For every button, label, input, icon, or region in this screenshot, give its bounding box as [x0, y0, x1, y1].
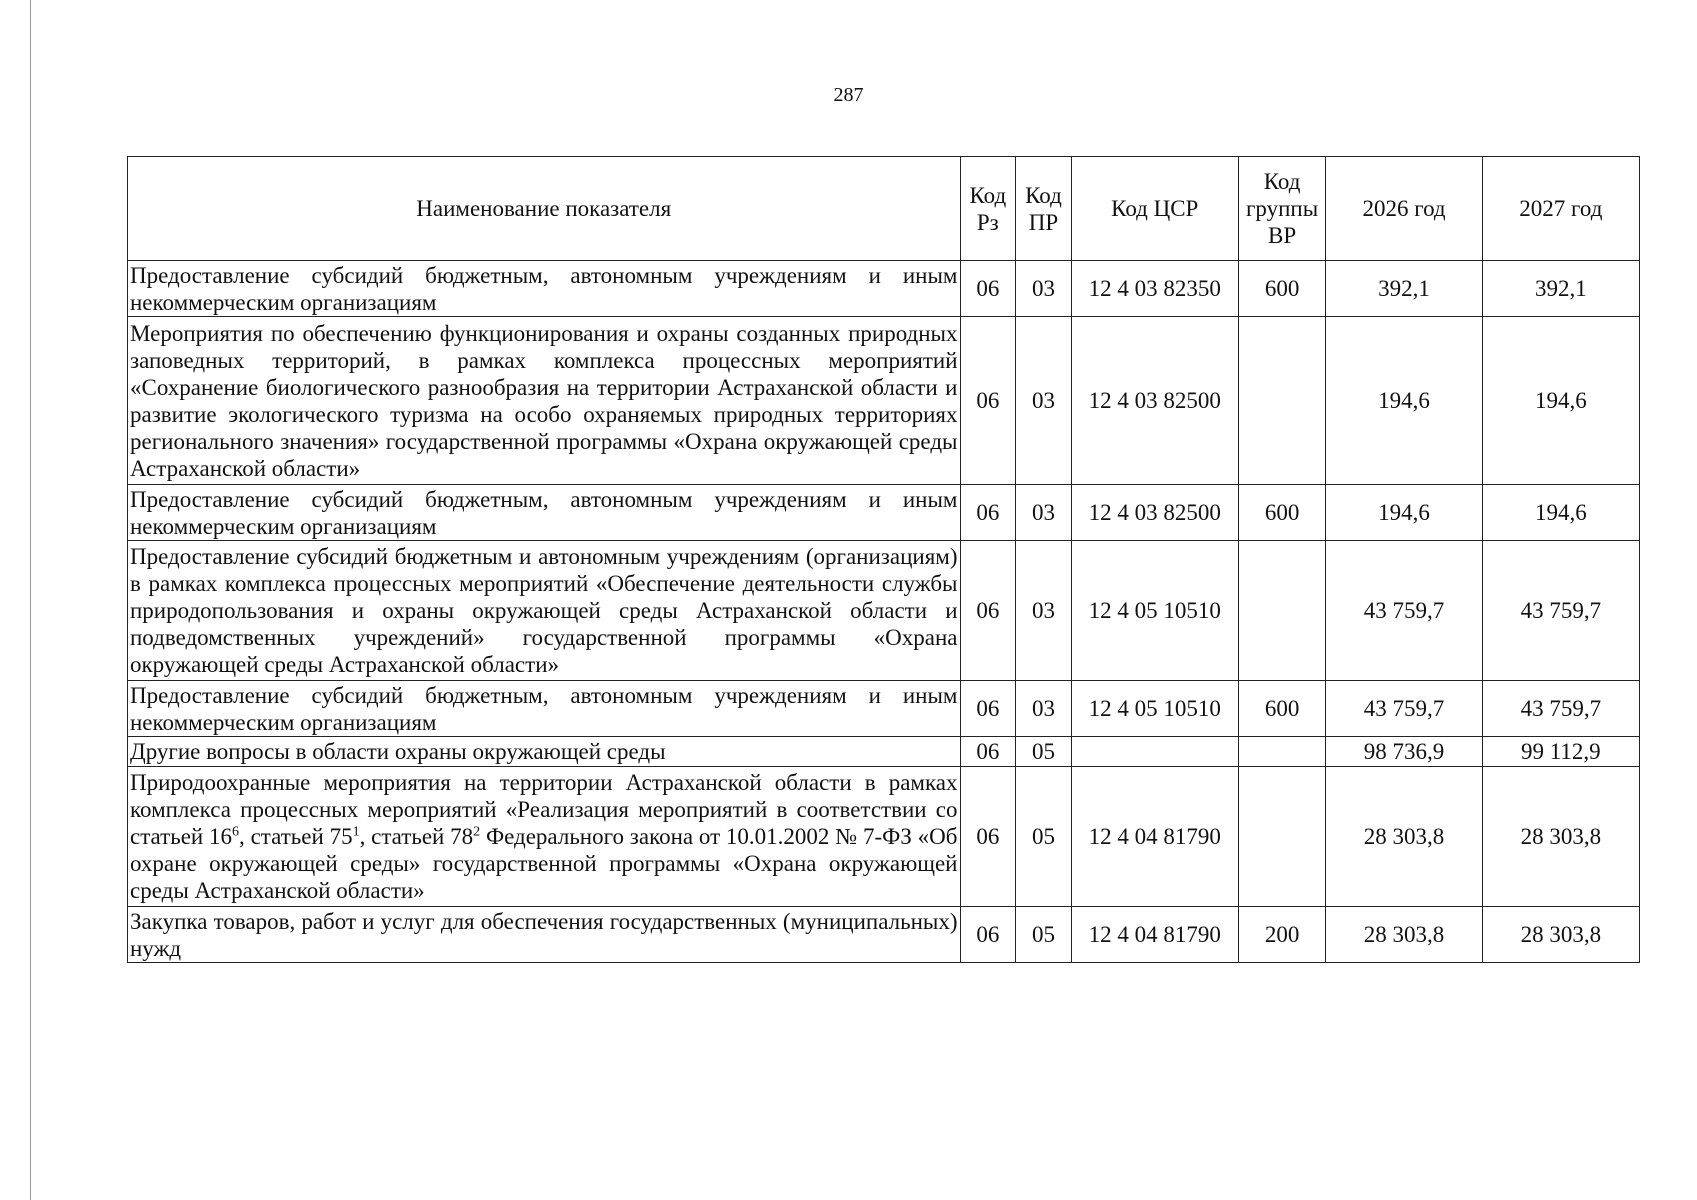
- header-name: Наименование показателя: [128, 157, 961, 261]
- row-rz: 06: [960, 737, 1016, 767]
- row-name-part: Федерального закона от 10.01.2002 № 7-ФЗ «Об охране окружающей среды» государственной программы «Охрана окружающей среды Астраханской области»: [130, 824, 958, 903]
- row-vr: 600: [1238, 261, 1326, 317]
- row-2027: 392,1: [1482, 261, 1639, 317]
- row-pr: 05: [1016, 767, 1072, 907]
- row-2026: 98 736,9: [1326, 737, 1482, 767]
- row-name: Мероприятия по обеспечению функционирования и охраны созданных природных заповедных территорий, в рамках комплекса процессных мероприятий «Сохранение биологического разнообразия на территории Астраханской области и развитие экологического туризма на особо охраняемых природных территориях регионального значения» государственной программы «Охрана окружающей среды Астраханской области»: [128, 317, 961, 485]
- header-2026: 2026 год: [1326, 157, 1482, 261]
- header-2027: 2027 год: [1482, 157, 1639, 261]
- row-csr: [1071, 737, 1238, 767]
- table-row: [128, 907, 1640, 963]
- row-2026: 194,6: [1326, 317, 1482, 485]
- row-2026: 43 759,7: [1326, 541, 1482, 681]
- page-number: 287: [833, 84, 864, 106]
- row-2026: 392,1: [1326, 261, 1482, 317]
- row-name: Предоставление субсидий бюджетным, автономным учреждениям и иным некоммерческим организациям: [128, 485, 961, 541]
- row-name: Предоставление субсидий бюджетным, автономным учреждениям и иным некоммерческим организациям: [128, 261, 961, 317]
- row-vr: 200: [1238, 907, 1326, 963]
- row-rz: 06: [960, 767, 1016, 907]
- row-2027: 194,6: [1482, 485, 1639, 541]
- row-name: Закупка товаров, работ и услуг для обеспечения государственных (муниципальных) нужд: [128, 907, 961, 963]
- row-name: [128, 767, 961, 907]
- row-name: Предоставление субсидий бюджетным и автономным учреждениям (организациям) в рамках комплекса процессных мероприятий «Обеспечение деятельности службы природопользования и охраны окружающей среды Астраханской области и подведомственных учреждений» государственной программы «Охрана окружающей среды Астраханской области»: [128, 541, 961, 681]
- row-name-part: , статьей 78: [359, 824, 474, 849]
- table-row: [128, 767, 1640, 907]
- row-vr: 600: [1238, 485, 1326, 541]
- row-2026: 28 303,8: [1326, 767, 1482, 907]
- header-rz: Код Рз: [960, 157, 1016, 261]
- row-csr: 12 4 04 81790: [1071, 767, 1238, 907]
- table-row: [128, 681, 1640, 737]
- row-2027: 99 112,9: [1482, 737, 1639, 767]
- row-2027: 28 303,8: [1482, 907, 1639, 963]
- table-row: [128, 541, 1640, 681]
- table-row: [128, 737, 1640, 767]
- row-pr: 03: [1016, 261, 1072, 317]
- row-name: Предоставление субсидий бюджетным, автономным учреждениям и иным некоммерческим организациям: [128, 681, 961, 737]
- row-name: Другие вопросы в области охраны окружающей среды: [128, 737, 961, 767]
- row-vr: [1238, 541, 1326, 681]
- row-name-superscript: 1: [352, 824, 360, 840]
- table-row: [128, 485, 1640, 541]
- row-rz: 06: [960, 541, 1016, 681]
- row-rz: 06: [960, 907, 1016, 963]
- row-pr: 05: [1016, 907, 1072, 963]
- row-vr: [1238, 317, 1326, 485]
- row-pr: 03: [1016, 485, 1072, 541]
- row-pr: 03: [1016, 681, 1072, 737]
- row-vr: 600: [1238, 681, 1326, 737]
- row-rz: 06: [960, 261, 1016, 317]
- row-2027: 43 759,7: [1482, 541, 1639, 681]
- row-rz: 06: [960, 485, 1016, 541]
- row-csr: 12 4 03 82500: [1071, 317, 1238, 485]
- header-csr: Код ЦСР: [1071, 157, 1238, 261]
- row-csr: 12 4 04 81790: [1071, 907, 1238, 963]
- table-header-row: [128, 157, 1640, 261]
- table-row: [128, 261, 1640, 317]
- row-vr: [1238, 737, 1326, 767]
- row-2026: 194,6: [1326, 485, 1482, 541]
- header-vr: Код группы ВР: [1238, 157, 1326, 261]
- budget-table: [127, 156, 1640, 963]
- row-2027: 194,6: [1482, 317, 1639, 485]
- page-margin-line: [30, 0, 31, 1200]
- row-2026: 28 303,8: [1326, 907, 1482, 963]
- table-row: [128, 317, 1640, 485]
- row-rz: 06: [960, 317, 1016, 485]
- row-2027: 43 759,7: [1482, 681, 1639, 737]
- header-pr: Код ПР: [1016, 157, 1072, 261]
- row-2027: 28 303,8: [1482, 767, 1639, 907]
- row-name-superscript: 2: [473, 824, 481, 840]
- row-pr: 03: [1016, 317, 1072, 485]
- row-pr: 03: [1016, 541, 1072, 681]
- row-vr: [1238, 767, 1326, 907]
- row-csr: 12 4 05 10510: [1071, 541, 1238, 681]
- row-name-part: Природоохранные мероприятия на территории Астраханской области в рамках комплекса процессных мероприятий «Реализация мероприятий в соответствии со статьей 16: [130, 770, 958, 849]
- row-rz: 06: [960, 681, 1016, 737]
- row-csr: 12 4 03 82350: [1071, 261, 1238, 317]
- row-name-part: , статьей 75: [239, 824, 353, 849]
- row-csr: 12 4 05 10510: [1071, 681, 1238, 737]
- row-pr: 05: [1016, 737, 1072, 767]
- row-csr: 12 4 03 82500: [1071, 485, 1238, 541]
- row-2026: 43 759,7: [1326, 681, 1482, 737]
- row-name-superscript: 6: [232, 824, 240, 840]
